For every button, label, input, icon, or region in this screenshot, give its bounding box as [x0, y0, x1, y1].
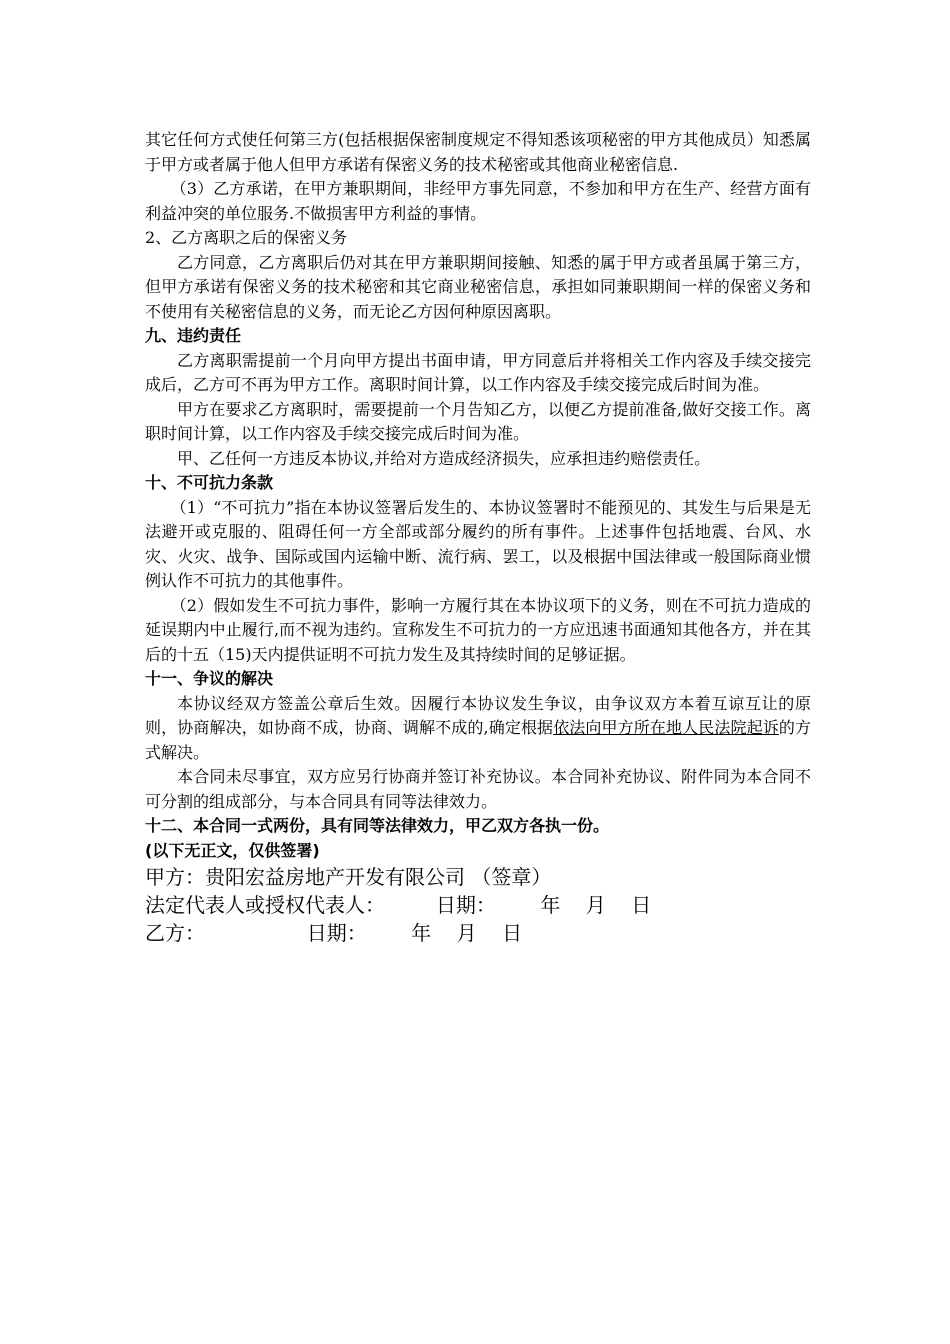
heading-section-10: 十、不可抗力条款 — [145, 473, 274, 492]
paragraph-post-resignation: 乙方同意，乙方离职后仍对其在甲方兼职期间接触、知悉的属于甲方或者虽属于第三方，但甲方承诺有保密义务的技术秘密和其它商业秘密信息，承担如同兼职期间一样的保密义务和不使用有关秘密信息的义务，而无论乙方因何种原因离职。 — [145, 252, 811, 321]
dispute-text: 本协议经双方签盖公章后生效。因履行本协议发生争议，由争议双方本着互谅互让的原则，协商解决，如协商不成，协商、调解不成的,确定根据 — [145, 693, 811, 737]
paragraph-resignation-notice: 乙方离职需提前一个月向甲方提出书面申请，甲方同意后并将相关工作内容及手续交接完成后，乙方可不再为甲方工作。离职时间计算，以工作内容及手续交接完成后时间为准。 — [145, 350, 811, 394]
dispute-underlined-text: 依法向甲方所在地人民法院起诉 — [553, 718, 779, 737]
paragraph-dispute-resolution — [145, 692, 811, 766]
paragraph-supplementary: 本合同未尽事宜，双方应另行协商并签订补充协议。本合同补充协议、附件同为本合同不可分割的组成部分，与本合同具有同等法律效力。 — [145, 767, 811, 811]
paragraph-confidentiality-continued: 其它任何方式使任何第三方(包括根据保密制度规定不得知悉该项秘密的甲方其他成员）知悉属于甲方或者属于他人但甲方承诺有保密义务的技术秘密或其他商业秘密信息. — [145, 130, 811, 174]
signature-representative: 法定代表人或授权代表人： 日期： 年 月 日 — [145, 893, 652, 917]
paragraph-clause-3: （3）乙方承诺，在甲方兼职期间，非经甲方事先同意，不参加和甲方在生产、经营方面有利益冲突的单位服务.不做损害甲方利益的事情。 — [145, 179, 811, 223]
subheading-post-resignation: 2、乙方离职之后的保密义务 — [145, 228, 348, 247]
signature-party-a: 甲方：贵阳宏益房地产开发有限公司 （签章） — [145, 865, 552, 889]
paragraph-breach-liability: 甲、乙任何一方违反本协议,并给对方造成经济损失，应承担违约赔偿责任。 — [177, 448, 711, 468]
no-text-note: (以下无正文，仅供签署) — [145, 840, 320, 860]
signature-party-b: 乙方： 日期： 年 月 日 — [145, 921, 523, 945]
paragraph-dismissal-notice: 甲方在要求乙方离职时，需要提前一个月告知乙方，以便乙方提前准备,做好交接工作。离职时间计算，以工作内容及手续交接完成后时间为准。 — [145, 399, 811, 443]
paragraph-force-majeure-2: （2）假如发生不可抗力事件，影响一方履行其在本协议项下的义务，则在不可抗力造成的延误期内中止履行,而不视为违约。宣称发生不可抗力的一方应迅速书面通知其他各方，并在其后的十五（15)天内提供证明不可抗力发生及其持续时间的足够证据。 — [145, 595, 811, 664]
dispute-text-end: 的方式解决。 — [145, 718, 811, 762]
heading-section-11: 十一、争议的解决 — [145, 669, 274, 688]
paragraph-force-majeure-1: （1）“不可抗力”指在本协议签署后发生的、本协议签署时不能预见的、其发生与后果是无法避开或克服的、阻碍任何一方全部或部分履约的所有事件。上述事件包括地震、台风、水灾、火灾、战争、国际或国内运输中断、流行病、罢工，以及根据中国法律或一般国际商业惯例认作不可抗力的其他事件。 — [145, 497, 811, 590]
document-page — [145, 128, 811, 947]
heading-section-12: 十二、本合同一式两份，具有同等法律效力，甲乙双方各执一份。 — [145, 816, 610, 835]
heading-section-9: 九、违约责任 — [145, 326, 242, 345]
